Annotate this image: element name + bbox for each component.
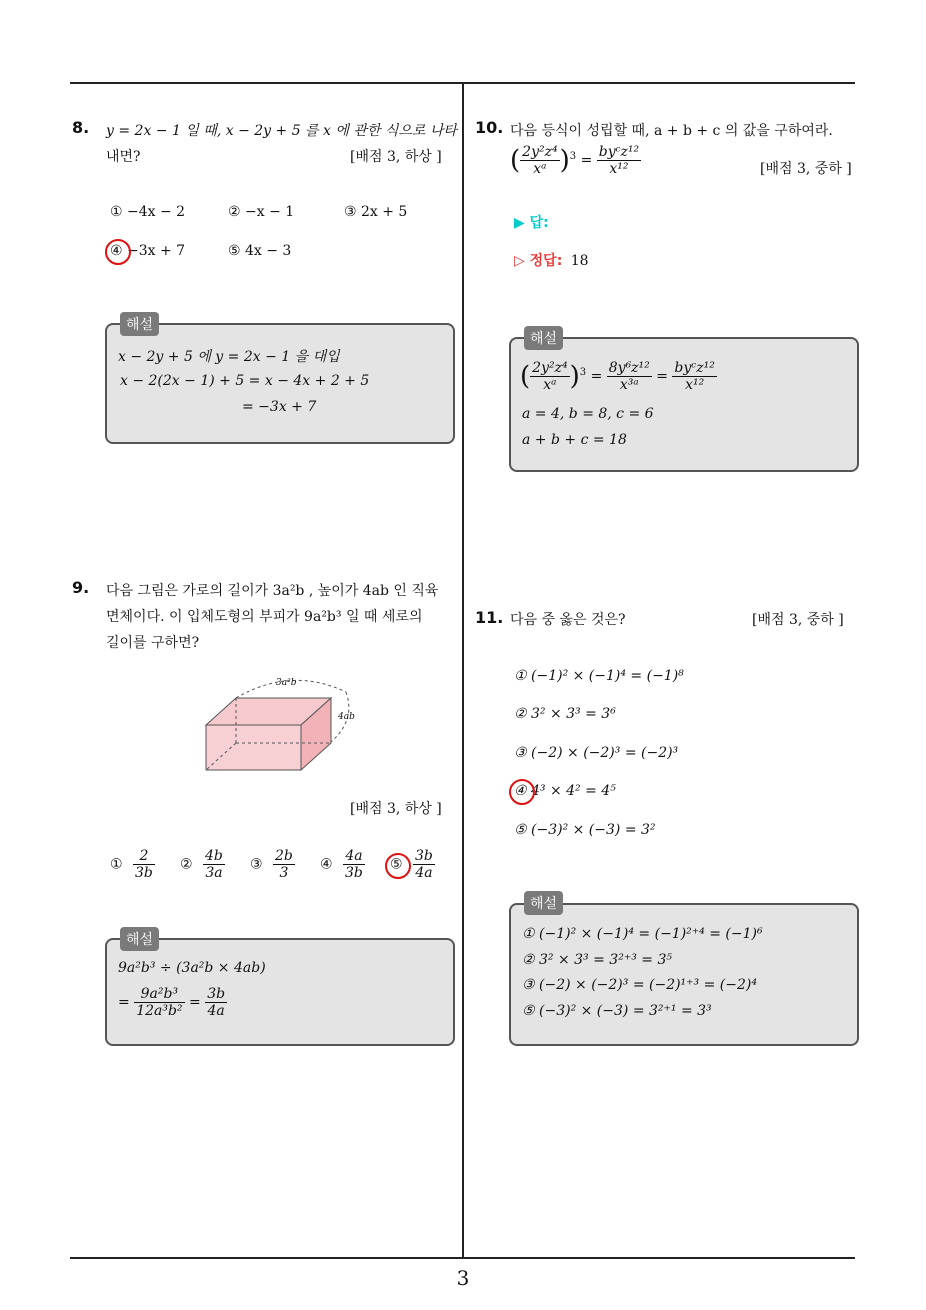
q9-option-2-mark: ② [180,856,193,873]
column-divider [462,82,464,1258]
q9-option-3[interactable] [250,848,295,881]
q9-solution-tag: 해설 [120,927,159,951]
q10-eq-left-num: 2y²z⁴ [522,144,558,160]
q9-solution-frac1-num: 9a²b³ [134,986,184,1003]
q10-solution-line2: a = 4, b = 8, c = 6 [522,406,654,422]
q10-eq-right-num: byᶜz¹² [598,144,640,160]
q8-solution-line1: x − 2y + 5 에 y = 2x − 1 을 대입 [118,349,340,365]
q9-option-1-mark: ① [110,856,123,873]
q8-solution-line3: = −3x + 7 [242,399,317,415]
q10-correct-label: ▷ 정답: [514,253,563,269]
q10-solution-line1: ( $\frac{\text{2y²z⁴}}{\text{xᵃ}}$ )$^3$ = $\frac{\text{8y⁶z¹²}}{\text{x³ᵃ}}$ = $\frac{\text{byᶜz¹²}}{\text{x¹²}}$ [520,360,715,393]
q11-solution-line4: ⑤ (−3)² × (−3) = 3²⁺¹ = 3³ [522,1003,712,1019]
q8-solution-tag: 해설 [120,312,159,336]
page-number: 3 [456,1266,470,1290]
q9-option-1[interactable] [110,848,155,881]
q10-equation: ( $\frac{\text{2y²z⁴}}{\text{xᵃ}}$ )$^3$ = $\frac{\text{byᶜz¹²}}{\text{x¹²}}$ [510,144,640,177]
q9-text-line2: 면체이다. 이 입체도형의 부피가 9a²b³ 일 때 세로의 [106,609,423,625]
q10-sol-left-num: 2y²z⁴ [532,360,568,376]
q11-meta: [배점 3, 중하 ] [752,612,844,628]
q11-solution-line3: ③ (−2) × (−2)³ = (−2)¹⁺³ = (−2)⁴ [522,977,757,993]
q9-option-3-mark: ③ [250,856,263,873]
q11-selected-circle [509,779,535,805]
q9-text-line1: 다음 그림은 가로의 길이가 3a²b , 높이가 4ab 인 직육 [106,583,439,599]
q8-option-1[interactable]: ① −4x − 2 [110,204,186,220]
q9-option-3-den: 3 [279,865,289,881]
q11-solution-tag: 해설 [524,891,563,915]
q11-solution-box [509,903,859,1046]
q9-option-2-num: 4b [205,848,223,864]
q9-option-1-num: 2 [133,848,155,865]
q11-option-2[interactable]: ② 3² × 3³ = 3⁶ [514,706,616,722]
q10-sol-mid-num: 8y⁶z¹² [608,360,650,376]
q9-option-3-num: 2b [275,848,293,864]
q10-sol-left-den: xᵃ [543,377,557,393]
q9-figure-side-label: 4ab [338,712,355,722]
q10-solution-box [509,337,859,472]
q9-solution-frac2-num: 3b [207,986,226,1002]
q11-option-3[interactable]: ③ (−2) × (−2)³ = (−2)³ [514,745,679,761]
q11-option-4[interactable]: ④ 4³ × 4² = 4⁵ [514,783,616,799]
q9-selected-circle [385,853,411,879]
q10-solution-line3: a + b + c = 18 [522,432,627,448]
q10-eq-right-den: x¹² [609,161,629,177]
q10-sol-right-num: byᶜz¹² [674,360,715,376]
q10-meta: [배점 3, 중하 ] [760,161,852,177]
q10-correct [514,250,589,270]
q9-solution-line2: = $\frac{\text{9a²b³}}{\text{12a³b²}}$ = $\frac{3b}{4a}$ [118,986,226,1019]
q11-option-1[interactable]: ① (−1)² × (−1)⁴ = (−1)⁸ [514,668,684,684]
q9-option-2[interactable] [180,848,225,881]
q8-option-4[interactable]: ④ −3x + 7 [110,243,186,259]
q10-number: 10. [475,118,504,137]
q9-number: 9. [72,578,90,597]
q9-option-4-num: 4a [343,848,365,865]
q8-option-2[interactable]: ② −x − 1 [228,204,295,220]
q11-solution-line1: ① (−1)² × (−1)⁴ = (−1)²⁺⁴ = (−1)⁶ [522,926,763,942]
q10-solution-tag: 해설 [524,326,563,350]
q9-option-4[interactable] [320,848,365,881]
q9-text-line3: 길이를 구하면? [106,635,200,651]
bottom-rule [70,1257,855,1259]
q9-option-4-mark: ④ [320,856,333,873]
q8-solution-line2: x − 2(2x − 1) + 5 = x − 4x + 2 + 5 [120,373,370,389]
q11-number: 11. [475,608,504,627]
q8-meta: [배점 3, 하상 ] [350,149,442,165]
q10-correct-value: 18 [570,253,589,269]
q9-figure-top-label: 3a²b [276,678,297,688]
q8-option-3[interactable]: ③ 2x + 5 [344,204,408,220]
q9-option-5-den: 4a [415,865,433,881]
q8-number: 8. [72,118,90,137]
q11-option-5[interactable]: ⑤ (−3)² × (−3) = 3² [514,822,656,838]
q9-meta: [배점 3, 하상 ] [350,801,442,817]
q8-text-line1: y = 2x − 1 일 때, x − 2y + 5 를 x 에 관한 식으로 나타 [106,123,457,139]
q9-option-4-den: 3b [345,865,363,881]
q8-option-5[interactable]: ⑤ 4x − 3 [228,243,292,259]
q8-selected-circle [105,239,131,265]
q10-eq-left-den: xᵃ [533,161,547,177]
q10-sol-mid-den: x³ᵃ [619,377,639,393]
q10-text: 다음 등식이 성립할 때, a + b + c 의 값을 구하여라. [510,123,833,139]
q9-solution-frac1-den: 12a³b² [136,1003,183,1019]
q9-option-2-den: 3a [205,865,223,881]
q11-solution-line2: ② 3² × 3³ = 3²⁺³ = 3⁵ [522,952,672,968]
q9-solution-frac2-den: 4a [207,1003,225,1019]
q10-sol-right-den: x¹² [685,377,705,393]
q9-option-1-den: 3b [135,865,153,881]
q10-answer-label: ▶ 답: [514,215,549,231]
q8-text-line2: 내면? [106,149,141,165]
q11-text: 다음 중 옳은 것은? [510,612,626,628]
q9-solution-line1: 9a²b³ ÷ (3a²b × 4ab) [118,960,266,976]
q9-option-5-mark: ⑤ [390,856,403,873]
q9-option-5-num: 3b [415,848,433,864]
